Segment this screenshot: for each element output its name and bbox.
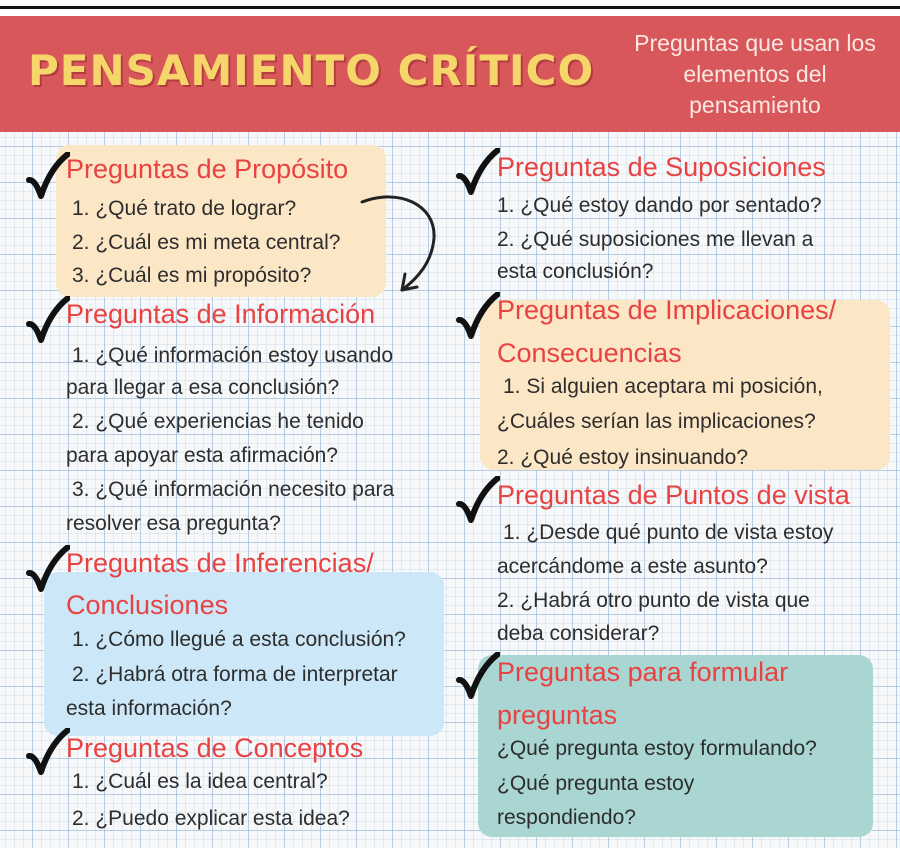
subtitle-line: pensamiento: [689, 92, 821, 118]
section-heading: Conclusiones: [66, 590, 229, 620]
question-line: 1. ¿Cuál es la idea central?: [72, 770, 328, 793]
question-line: para apoyar esta afirmación?: [66, 444, 338, 467]
question-line: 2. ¿Puedo explicar esta idea?: [72, 807, 350, 830]
check-mark-icon: [456, 476, 500, 526]
question-line: 2. ¿Habrá otra forma de interpretar: [72, 663, 398, 686]
question-line: ¿Qué pregunta estoy formulando?: [497, 737, 817, 760]
top-strip: [0, 0, 900, 16]
curved-arrow-icon: [358, 190, 444, 302]
question-line: 1. ¿Qué trato de lograr?: [72, 197, 297, 220]
section-heading: Preguntas de Puntos de vista: [497, 480, 850, 510]
check-mark-icon: [26, 728, 70, 778]
section-heading: Preguntas de Implicaciones/: [497, 295, 837, 325]
check-mark-icon: [456, 292, 500, 342]
question-line: 1. Si alguien aceptara mi posición,: [503, 375, 823, 398]
question-line: 3. ¿Qué información necesito para: [72, 478, 395, 501]
check-mark-icon: [26, 545, 70, 595]
question-line: 3. ¿Cuál es mi propósito?: [72, 264, 312, 287]
question-line: para llegar a esa conclusión?: [66, 376, 340, 399]
top-rule: [0, 6, 900, 9]
section-heading: Preguntas de Información: [66, 299, 376, 329]
question-line: 2. ¿Qué experiencias he tenido: [72, 410, 364, 433]
check-mark-icon: [26, 152, 70, 202]
question-line: 2. ¿Qué suposiciones me llevan a: [497, 228, 814, 251]
section-heading: Preguntas para formular: [497, 657, 789, 687]
section-heading: Preguntas de Inferencias/: [66, 548, 374, 578]
check-mark-icon: [26, 296, 70, 346]
question-line: 1. ¿Qué estoy dando por sentado?: [497, 194, 822, 217]
question-line: deba considerar?: [497, 622, 660, 645]
section-heading: preguntas: [497, 700, 618, 730]
question-line: esta conclusión?: [497, 260, 654, 283]
question-line: 2. ¿Qué estoy insinuando?: [497, 446, 748, 469]
question-line: esta información?: [66, 697, 232, 720]
question-line: ¿Qué pregunta estoy: [497, 772, 695, 795]
question-line: 1. ¿Qué información estoy usando: [72, 344, 394, 367]
question-line: 1. ¿Cómo llegué a esta conclusión?: [72, 628, 406, 651]
page-subtitle: [610, 28, 900, 121]
question-line: 2. ¿Cuál es mi meta central?: [72, 231, 341, 254]
section-heading: Preguntas de Conceptos: [66, 733, 364, 763]
section-heading: Preguntas de Propósito: [66, 154, 349, 184]
check-mark-icon: [456, 652, 500, 702]
subtitle-line: Preguntas que usan los: [634, 30, 876, 56]
check-mark-icon: [456, 148, 500, 198]
question-line: 2. ¿Habrá otro punto de vista que: [497, 589, 810, 612]
question-line: ¿Cuáles serían las implicaciones?: [497, 410, 816, 433]
question-line: respondiendo?: [497, 806, 636, 829]
section-heading: Preguntas de Suposiciones: [497, 152, 826, 182]
question-line: resolver esa pregunta?: [66, 512, 281, 535]
subtitle-line: elementos del: [683, 61, 827, 87]
section-heading: Consecuencias: [497, 338, 682, 368]
page-title: PENSAMIENTO CRÍTICO: [28, 46, 595, 95]
question-line: acercándome a este asunto?: [497, 555, 768, 578]
question-line: 1. ¿Desde qué punto de vista estoy: [503, 521, 834, 544]
